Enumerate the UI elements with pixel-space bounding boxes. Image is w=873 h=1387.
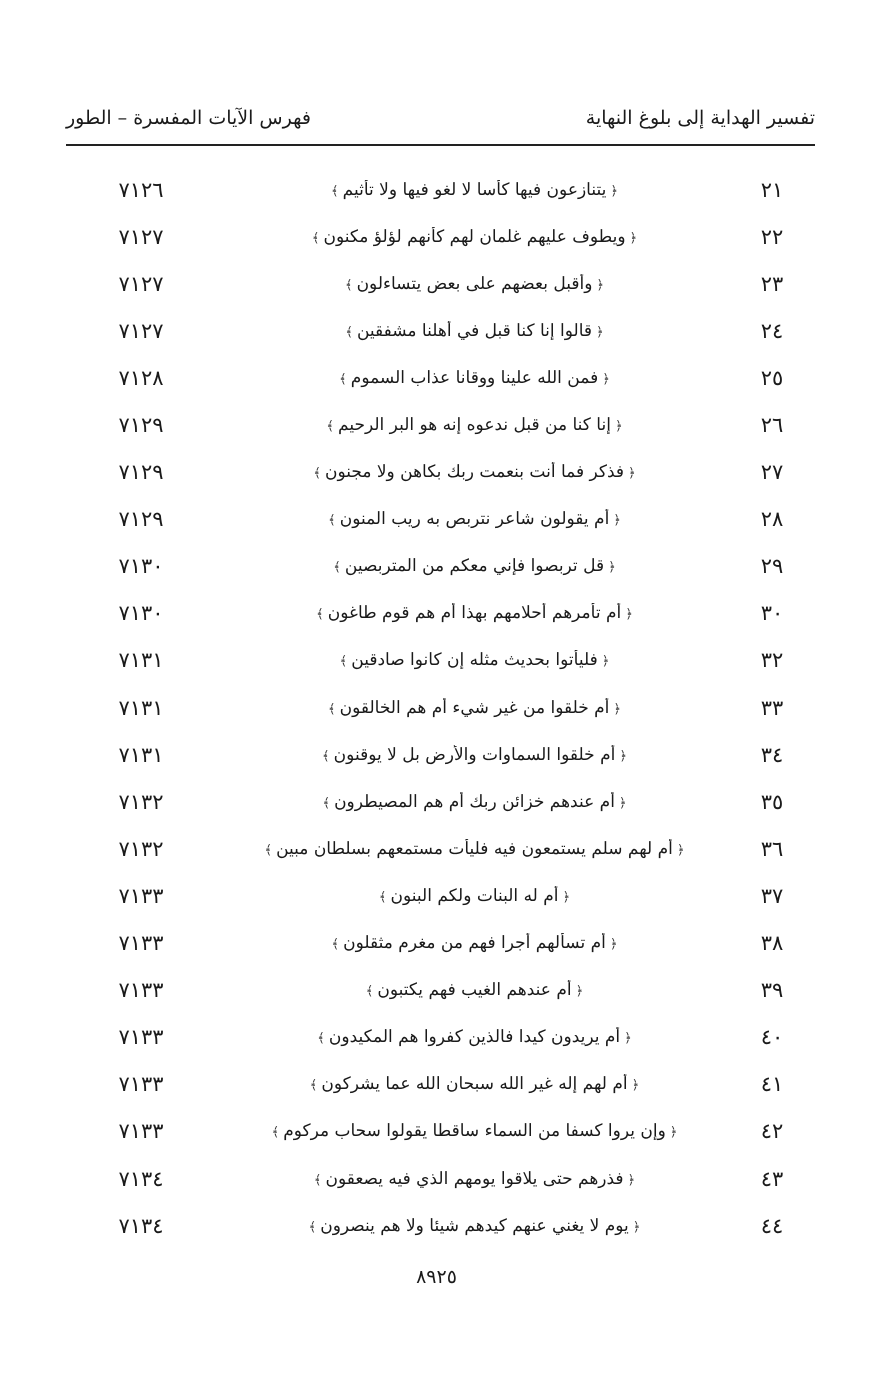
- page-reference: ٧١٣٠: [118, 554, 164, 579]
- ornament-open-icon: ﴿: [596, 324, 604, 340]
- ornament-open-icon: ﴿: [608, 560, 616, 576]
- verse-text: أم خلقوا السماوات والأرض بل لا يوقنون: [333, 744, 616, 765]
- page-reference: ٧١٣٣: [118, 1025, 164, 1050]
- ornament-close-icon: ﴾: [365, 984, 374, 1000]
- ornament-open-icon: ﴿: [613, 701, 622, 717]
- verse-row: [66, 260, 815, 307]
- verse-text-cell: [216, 1216, 733, 1236]
- verse-text-cell: [216, 1027, 733, 1047]
- verse-number: ٣٤: [760, 742, 784, 767]
- verse-text: فذرهم حتى يلاقوا يومهم الذي فيه يصعقون: [325, 1168, 624, 1189]
- verse-number: ٢١: [760, 177, 784, 202]
- ornament-close-icon: ﴾: [331, 183, 339, 199]
- ornament-open-icon: ﴿: [625, 607, 633, 623]
- verse-text-cell: [216, 603, 733, 623]
- verse-row: [66, 684, 815, 731]
- verse-row: [66, 590, 815, 637]
- verse-text: قل تربصوا فإني معكم من المتربصين: [344, 556, 605, 577]
- verse-row: [66, 354, 815, 401]
- page-reference: ٧١٢٩: [118, 413, 164, 438]
- verse-text: وإن يروا كسفا من السماء ساقطا يقولوا سحاب مركوم: [283, 1121, 666, 1142]
- ornament-close-icon: ﴾: [345, 324, 353, 340]
- page-reference: ٧١٢٦: [118, 177, 164, 202]
- verse-text-cell: [216, 180, 733, 200]
- verse-text: أم تسألهم أجرا فهم من مغرم مثقلون: [343, 933, 606, 954]
- verse-text-cell: [216, 839, 733, 859]
- verse-text: وأقبل بعضهم على بعض يتساءلون: [356, 273, 593, 294]
- verse-index-table: [66, 166, 815, 1249]
- page-reference: ٧١٣٤: [118, 1166, 164, 1191]
- verse-text: أم يقولون شاعر نتربص به ريب المنون: [339, 509, 610, 530]
- ornament-close-icon: ﴾: [328, 513, 336, 529]
- verse-number: ٣٧: [760, 883, 784, 908]
- ornament-close-icon: ﴾: [313, 1172, 322, 1188]
- verse-row: [66, 543, 815, 590]
- page-reference: ٧١٣٢: [118, 836, 164, 861]
- verse-number: ٢٣: [760, 271, 784, 296]
- page-reference: ٧١٣١: [118, 742, 164, 767]
- verse-number: ٢٦: [760, 413, 784, 438]
- verse-text: إنا كنا من قبل ندعوه إنه هو البر الرحيم: [338, 415, 611, 436]
- ornament-close-icon: ﴾: [331, 937, 340, 953]
- verse-number: ٤٣: [760, 1166, 784, 1191]
- ornament-open-icon: ﴿: [669, 1125, 678, 1141]
- verse-text: فذكر فما أنت بنعمت ربك بكاهن ولا مجنون: [324, 462, 625, 483]
- verse-text-cell: [216, 980, 733, 1000]
- verse-text: أم تأمرهم أحلامهم بهذا أم هم قوم طاغون: [327, 603, 622, 624]
- header-book-title: تفسير الهداية إلى بلوغ النهاية: [585, 107, 815, 129]
- ornament-close-icon: ﴾: [313, 466, 321, 482]
- verse-row: [66, 496, 815, 543]
- page-reference: ٧١٣٣: [118, 1119, 164, 1144]
- verse-row: [66, 213, 815, 260]
- ornament-open-icon: ﴿: [596, 277, 605, 293]
- verse-number: ٢٧: [760, 460, 784, 485]
- ornament-open-icon: ﴿: [618, 795, 627, 811]
- page-reference: ٧١٢٩: [118, 507, 164, 532]
- verse-row: [66, 731, 815, 778]
- verse-text: أم عندهم الغيب فهم يكتبون: [377, 980, 572, 1001]
- verse-number: ٤٢: [760, 1119, 784, 1144]
- verse-number: ٢٤: [760, 318, 784, 343]
- verse-text: أم عندهم خزائن ربك أم هم المصيطرون: [334, 791, 615, 812]
- header-section-title: فهرس الآيات المفسرة – الطور: [66, 107, 311, 129]
- verse-number: ٣٨: [760, 931, 784, 956]
- ornament-open-icon: ﴿: [614, 419, 623, 435]
- ornament-close-icon: ﴾: [309, 1078, 318, 1094]
- verse-number: ٤٠: [760, 1025, 784, 1050]
- verse-row: [66, 637, 815, 684]
- verse-text-cell: [216, 415, 733, 435]
- page-reference: ٧١٣١: [118, 695, 164, 720]
- page-reference: ٧١٣٠: [118, 601, 164, 626]
- ornament-close-icon: ﴾: [333, 560, 341, 576]
- verse-text: أم له البنات ولكم البنون: [390, 885, 559, 906]
- verse-number: ٢٥: [760, 365, 784, 390]
- verse-row: [66, 449, 815, 496]
- verse-number: ٤١: [760, 1072, 784, 1097]
- page-reference: ٧١٢٩: [118, 460, 164, 485]
- verse-text: فليأتوا بحديث مثله إن كانوا صادقين: [351, 650, 598, 671]
- verse-text-cell: [216, 698, 733, 718]
- ornament-close-icon: ﴾: [271, 1125, 280, 1141]
- page-reference: ٧١٢٧: [118, 224, 164, 249]
- ornament-open-icon: ﴿: [613, 513, 621, 529]
- ornament-close-icon: ﴾: [344, 277, 353, 293]
- verse-text-cell: [216, 1074, 733, 1094]
- verse-row: [66, 1014, 815, 1061]
- ornament-open-icon: ﴿: [609, 937, 618, 953]
- verse-text: أم يريدون كيدا فالذين كفروا هم المكيدون: [328, 1027, 621, 1048]
- header-divider: [66, 144, 815, 146]
- verse-number: ٣٣: [760, 695, 784, 720]
- verse-text-cell: [216, 745, 733, 765]
- verse-row: [66, 1202, 815, 1249]
- ornament-open-icon: ﴿: [628, 466, 636, 482]
- ornament-open-icon: ﴿: [629, 230, 638, 246]
- ornament-close-icon: ﴾: [317, 1031, 325, 1047]
- verse-row: [66, 1155, 815, 1202]
- ornament-open-icon: ﴿: [575, 984, 584, 1000]
- ornament-open-icon: ﴿: [631, 1078, 640, 1094]
- page-reference: ٧١٢٧: [118, 318, 164, 343]
- verse-row: [66, 307, 815, 354]
- ornament-open-icon: ﴿: [562, 889, 571, 905]
- verse-text-cell: [216, 321, 733, 341]
- ornament-close-icon: ﴾: [316, 607, 324, 623]
- ornament-close-icon: ﴾: [378, 889, 387, 905]
- ornament-close-icon: ﴾: [327, 701, 336, 717]
- verse-text-cell: [216, 556, 733, 576]
- ornament-close-icon: ﴾: [339, 654, 348, 670]
- page-reference: ٧١٣٤: [118, 1213, 164, 1238]
- verse-text: يوم لا يغني عنهم كيدهم شيئا ولا هم ينصرون: [320, 1215, 629, 1236]
- verse-row: [66, 920, 815, 967]
- verse-row: [66, 1108, 815, 1155]
- verse-row: [66, 825, 815, 872]
- verse-text: ويطوف عليهم غلمان لهم كأنهم لؤلؤ مكنون: [323, 226, 626, 247]
- ornament-open-icon: ﴿: [624, 1031, 632, 1047]
- verse-text-cell: [216, 792, 733, 812]
- ornament-open-icon: ﴿: [610, 183, 618, 199]
- verse-text: أم لهم سلم يستمعون فيه فليأت مستمعهم بسلطان مبين: [276, 838, 673, 859]
- verse-row: [66, 967, 815, 1014]
- page-reference: ٧١٣٢: [118, 789, 164, 814]
- verse-number: ٣٩: [760, 978, 784, 1003]
- verse-number: ٢٨: [760, 507, 784, 532]
- page-reference: ٧١٣٣: [118, 978, 164, 1003]
- verse-number: ٣٦: [760, 836, 784, 861]
- ornament-close-icon: ﴾: [308, 1219, 317, 1235]
- verse-row: [66, 401, 815, 448]
- verse-text: أم خلقوا من غير شيء أم هم الخالقون: [339, 697, 610, 718]
- verse-number: ٣٢: [760, 648, 784, 673]
- verse-text: قالوا إنا كنا قبل في أهلنا مشفقين: [356, 320, 593, 341]
- verse-number: ٣٠: [760, 601, 784, 626]
- verse-number: ٢٢: [760, 224, 784, 249]
- verse-text-cell: [216, 1121, 733, 1141]
- verse-text-cell: [216, 933, 733, 953]
- ornament-open-icon: ﴿: [602, 371, 610, 387]
- ornament-open-icon: ﴿: [619, 748, 627, 764]
- running-header: [66, 102, 815, 134]
- verse-text: يتنازعون فيها كأسا لا لغو فيها ولا تأثيم: [342, 179, 607, 200]
- verse-row: [66, 778, 815, 825]
- page-reference: ٧١٢٧: [118, 271, 164, 296]
- ornament-open-icon: ﴿: [676, 842, 685, 858]
- ornament-close-icon: ﴾: [264, 842, 273, 858]
- verse-row: [66, 166, 815, 213]
- verse-text-cell: [216, 1169, 733, 1189]
- page-reference: ٧١٣٣: [118, 1072, 164, 1097]
- ornament-close-icon: ﴾: [339, 371, 347, 387]
- verse-text-cell: [216, 509, 733, 529]
- page-reference: ٧١٣١: [118, 648, 164, 673]
- verse-text: فمن الله علينا ووقانا عذاب السموم: [350, 367, 599, 388]
- verse-text-cell: [216, 274, 733, 294]
- ornament-close-icon: ﴾: [326, 419, 335, 435]
- verse-number: ٤٤: [760, 1213, 784, 1238]
- verse-number: ٢٩: [760, 554, 784, 579]
- ornament-open-icon: ﴿: [627, 1172, 636, 1188]
- verse-text: أم لهم إله غير الله سبحان الله عما يشركون: [321, 1074, 628, 1095]
- verse-text-cell: [216, 227, 733, 247]
- page-reference: ٧١٣٣: [118, 931, 164, 956]
- verse-number: ٣٥: [760, 789, 784, 814]
- verse-row: [66, 1061, 815, 1108]
- ornament-open-icon: ﴿: [632, 1219, 641, 1235]
- verse-text-cell: [216, 462, 733, 482]
- verse-text-cell: [216, 650, 733, 670]
- verse-row: [66, 872, 815, 919]
- verse-text-cell: [216, 368, 733, 388]
- ornament-open-icon: ﴿: [601, 654, 610, 670]
- ornament-close-icon: ﴾: [311, 230, 320, 246]
- ornament-close-icon: ﴾: [322, 748, 330, 764]
- ornament-close-icon: ﴾: [322, 795, 331, 811]
- page-number: ٨٩٢٥: [416, 1266, 457, 1288]
- page-reference: ٧١٢٨: [118, 365, 164, 390]
- verse-text-cell: [216, 886, 733, 906]
- page-reference: ٧١٣٣: [118, 883, 164, 908]
